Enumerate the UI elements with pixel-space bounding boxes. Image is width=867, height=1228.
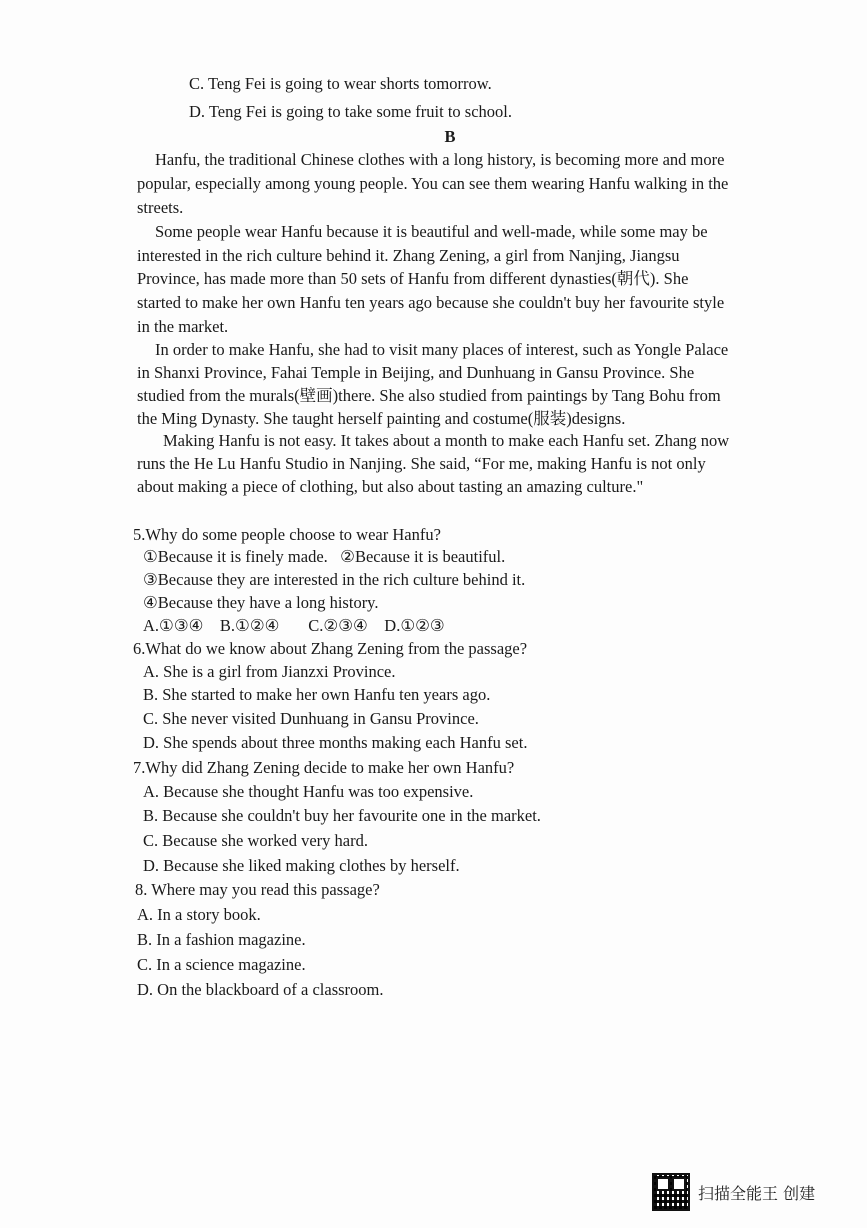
passage-line: the Ming Dynasty. She taught herself painting and costume(服装)designs. xyxy=(137,409,626,428)
scanner-watermark xyxy=(652,1172,815,1212)
question-choice: D. Because she liked making clothes by herself. xyxy=(143,856,460,875)
question-stem: 6.What do we know about Zhang Zening from the passage? xyxy=(133,639,528,658)
passage-line: interested in the rich culture behind it. Zhang Zening, a girl from Nanjing, Jiangsu xyxy=(137,246,680,265)
question-choice: D. She spends about three months making each Hanfu set. xyxy=(143,733,528,752)
watermark-text: 扫描全能王 创建 xyxy=(698,1183,816,1203)
question-choice: ④Because they have a long history. xyxy=(143,593,379,612)
passage-line: studied from the murals(壁画)there. She also studied from paintings by Tang Bohu from xyxy=(137,386,721,405)
passage-line: runs the He Lu Hanfu Studio in Nanjing. She said, “For me, making Hanfu is not only xyxy=(137,454,706,473)
question-choice: A. Because she thought Hanfu was too expensive. xyxy=(143,782,474,801)
passage-line: in the market. xyxy=(137,317,229,336)
passage-line: started to make her own Hanfu ten years ago because she couldn't buy her favourite style xyxy=(137,293,725,312)
passage-line: In order to make Hanfu, she had to visit many places of interest, such as Yongle Palace xyxy=(155,340,729,359)
question-choice: A. She is a girl from Jianzxi Province. xyxy=(143,662,396,681)
option-d-line: D. Teng Fei is going to take some fruit to school. xyxy=(189,102,513,121)
section-label: B xyxy=(444,127,456,146)
question-choice: B. Because she couldn't buy her favourite one in the market. xyxy=(143,806,541,825)
question-stem: 7.Why did Zhang Zening decide to make her own Hanfu? xyxy=(133,758,515,777)
question-choice: ①Because it is finely made. ②Because it is beautiful. xyxy=(143,547,506,566)
question-choice: B. In a fashion magazine. xyxy=(137,930,306,949)
question-choice: C. She never visited Dunhuang in Gansu Province. xyxy=(143,709,479,728)
option-c-line: C. Teng Fei is going to wear shorts tomorrow. xyxy=(189,74,492,93)
question-choice: C. In a science magazine. xyxy=(137,955,306,974)
passage-line: Hanfu, the traditional Chinese clothes with a long history, is becoming more and more xyxy=(155,150,725,169)
question-choice: A.①③④ B.①②④ C.②③④ D.①②③ xyxy=(143,616,445,635)
question-choice: D. On the blackboard of a classroom. xyxy=(137,980,384,999)
question-choice: C. Because she worked very hard. xyxy=(143,831,368,850)
passage-line: Province, has made more than 50 sets of Hanfu from different dynasties(朝代). She xyxy=(137,269,689,288)
passage-line: Some people wear Hanfu because it is beautiful and well-made, while some may be xyxy=(155,222,708,241)
question-choice: ③Because they are interested in the rich culture behind it. xyxy=(143,570,526,589)
qr-code-icon xyxy=(652,1173,690,1211)
passage-line: about making a piece of clothing, but also about tasting an amazing culture." xyxy=(137,477,644,496)
question-stem: 5.Why do some people choose to wear Hanfu? xyxy=(133,525,441,544)
passage-line: popular, especially among young people. You can see them wearing Hanfu walking in the xyxy=(137,174,729,193)
passage-line: Making Hanfu is not easy. It takes about a month to make each Hanfu set. Zhang now xyxy=(163,431,730,450)
question-stem: 8. Where may you read this passage? xyxy=(135,880,380,899)
passage-line: streets. xyxy=(137,198,184,217)
question-choice: B. She started to make her own Hanfu ten years ago. xyxy=(143,685,491,704)
passage-line: in Shanxi Province, Fahai Temple in Beijing, and Dunhuang in Gansu Province. She xyxy=(137,363,695,382)
question-choice: A. In a story book. xyxy=(137,905,261,924)
